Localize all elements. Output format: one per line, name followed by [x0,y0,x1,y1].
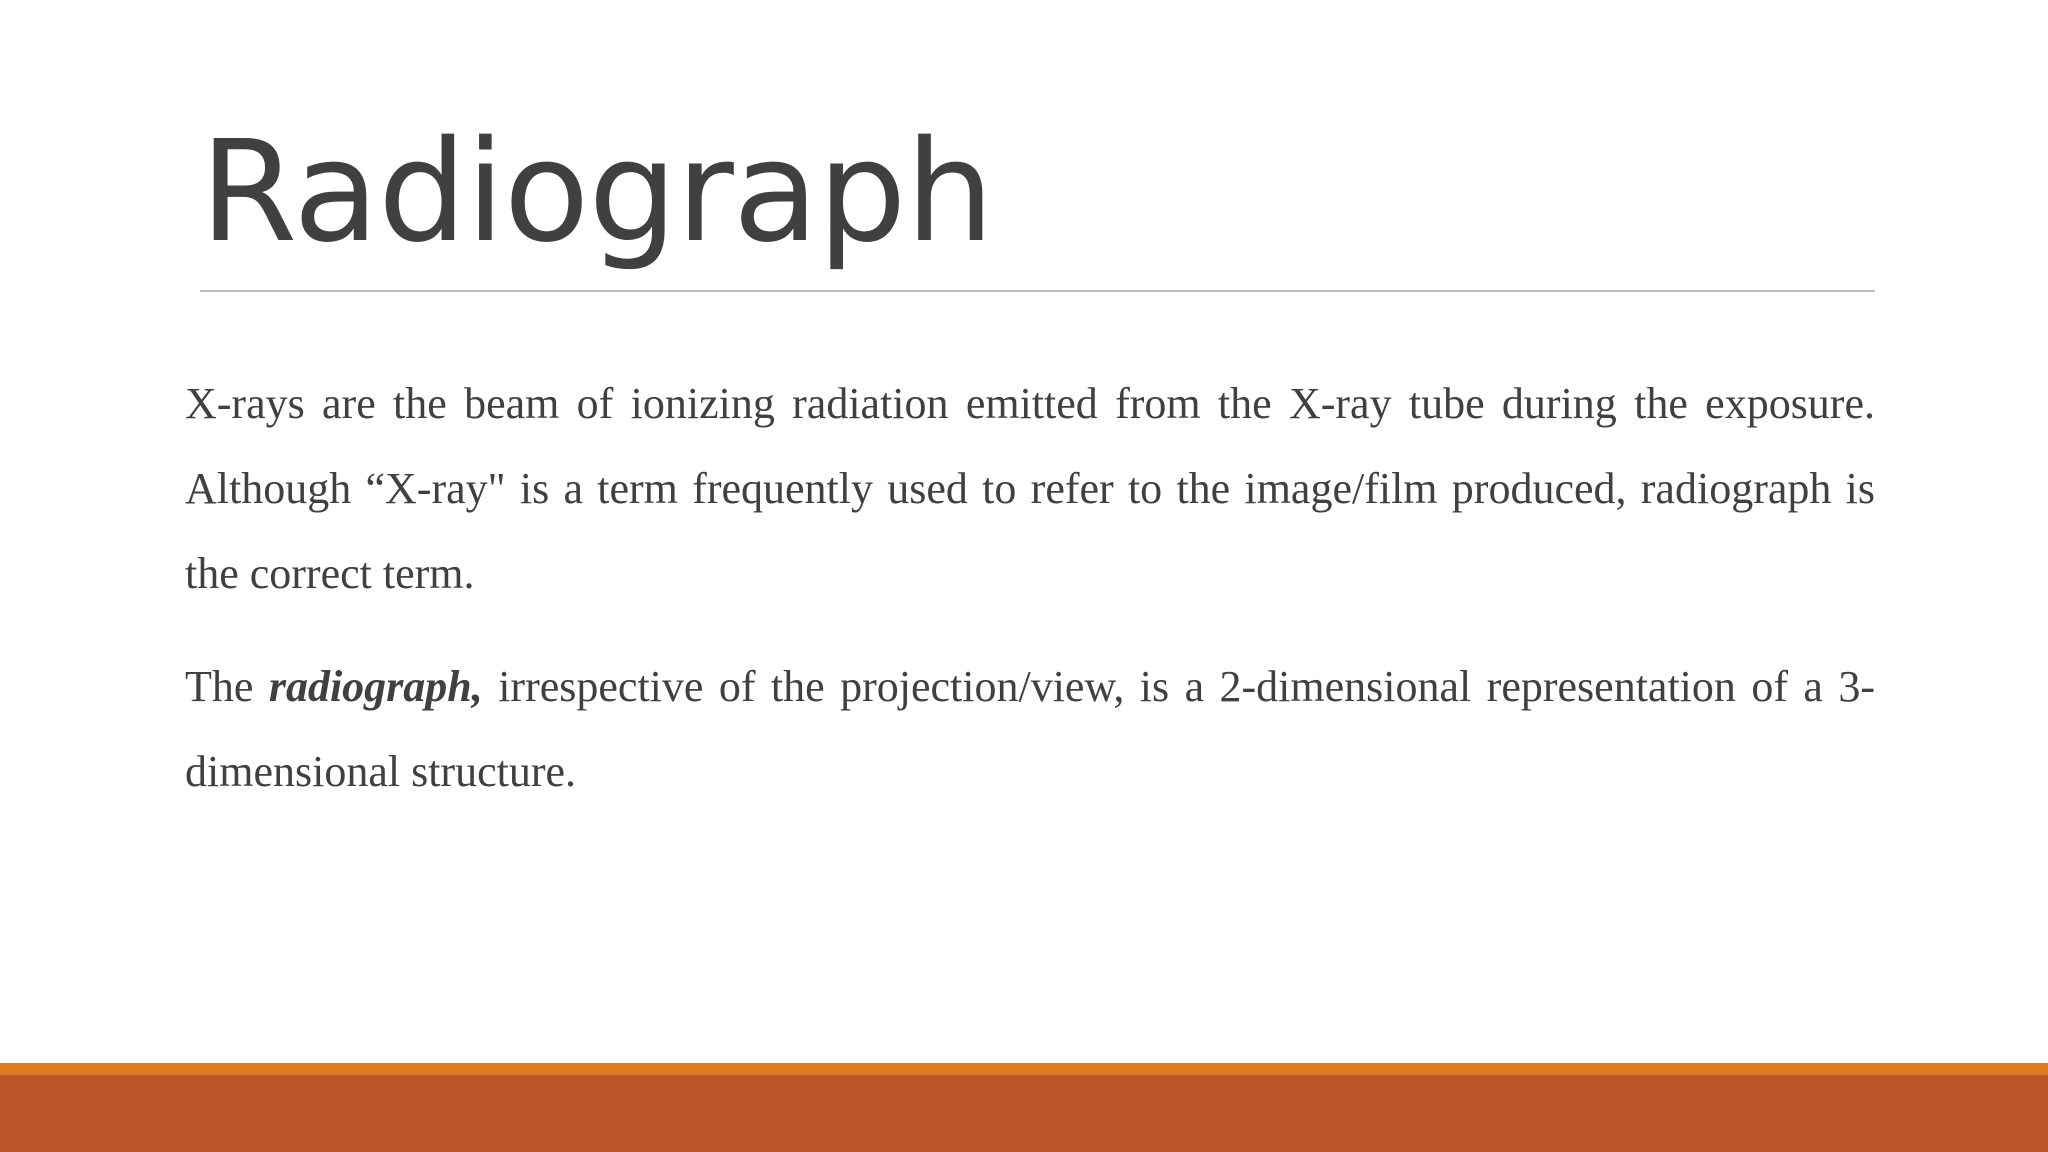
slide-body [185,361,1875,842]
footer-band [0,1075,2048,1152]
paragraph-lead: The [185,662,269,711]
paragraph-radiograph [185,644,1875,814]
slide-title: Radiograph [200,111,994,274]
title-divider [200,290,1875,292]
paragraph-rest: irrespective of the projection/view, is a 2-dimensional representation of a 3-dimensional structure. [185,662,1875,796]
paragraph-xrays: X-rays are the beam of ionizing radiation emitted from the X-ray tube during the exposure. Although “X-ray" is a term frequently used to refer to the image/film produced, radiograph is the correct term. [185,379,1875,598]
radiograph-emphasis: radiograph, [268,662,483,711]
footer-accent-stripe [0,1063,2048,1075]
